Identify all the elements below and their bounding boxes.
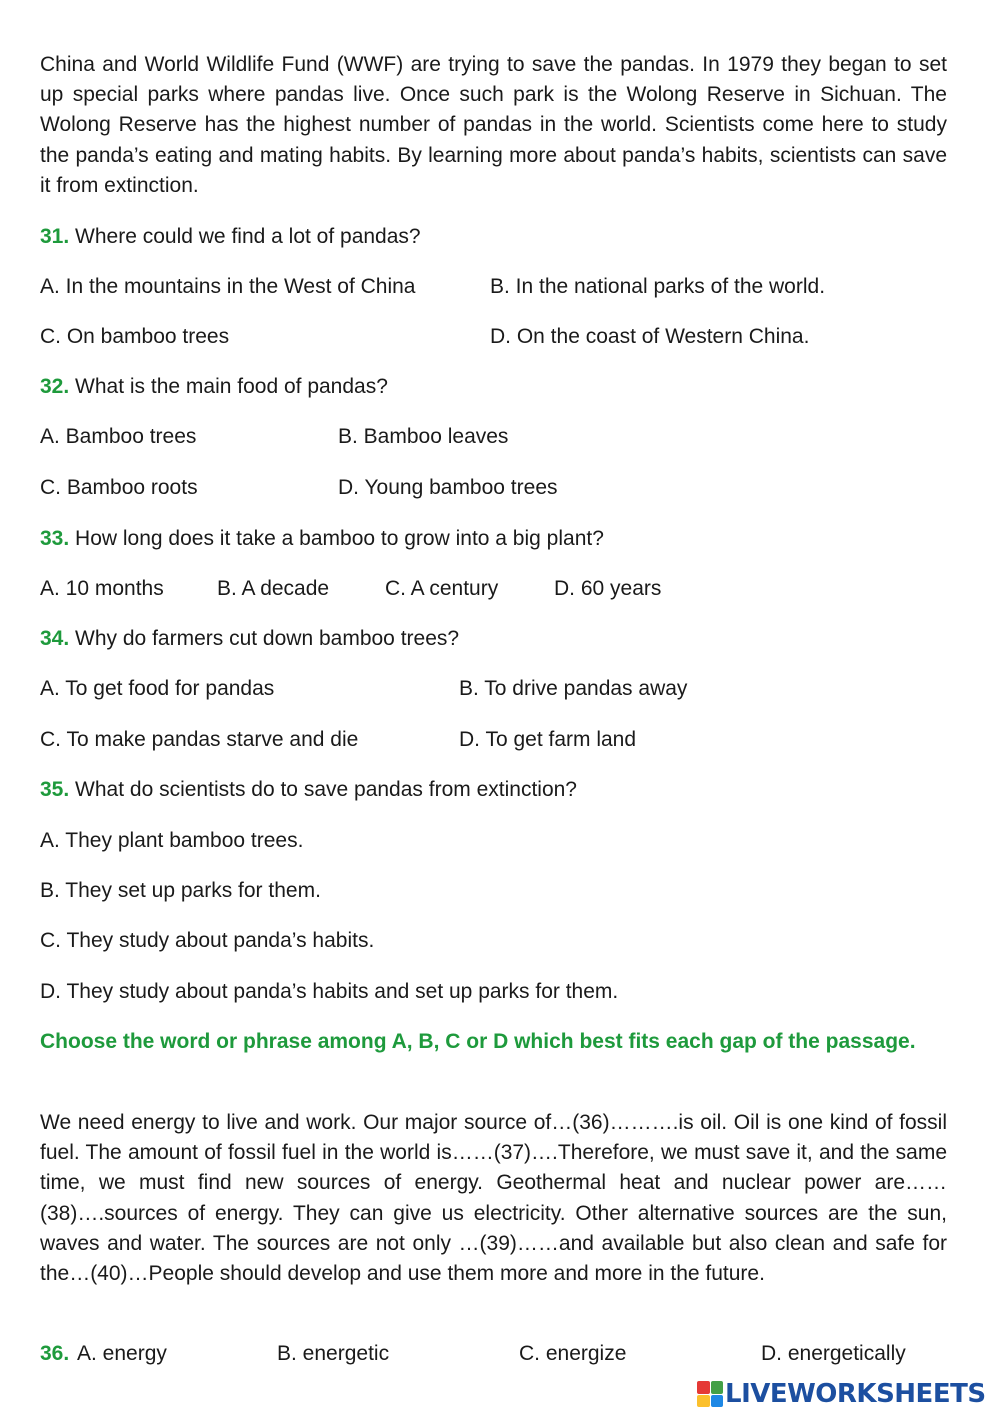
cloze-passage: We need energy to live and work. Our major source of…(36)……….is oil. Oil is one kind of fossil fuel. The amount of fossil fuel in the world is……(37)….Therefore, we must save it, and the same time, we must find new sources of energy. Geothermal heat and nuclear power are……(38)….sources of energy. They can give us electricity. Other alternative sources are the sun, waves and water. The sources are not only …(39)……and available but also clean and safe for the…(40)…People should develop and use them more and more in the future. [40,1111,947,1286]
option-31-b[interactable]: B. In the national parks of the world. [490,275,826,298]
option-32-c[interactable]: C. Bamboo roots [40,476,198,499]
question-number: 34. [40,627,70,650]
option-36-a[interactable]: A. energy [77,1342,167,1365]
option-31-d[interactable]: D. On the coast of Western China. [490,325,810,348]
question-text: Why do farmers cut down bamboo trees? [75,627,460,650]
option-36-b[interactable]: B. energetic [277,1342,390,1365]
question-number: 32. [40,375,70,398]
question-31 [40,224,421,250]
option-36-c[interactable]: C. energize [519,1342,627,1365]
logo-square-green [711,1381,724,1394]
question-text: What do scientists do to save pandas from extinction? [75,778,577,801]
question-number: 35. [40,778,70,801]
question-35 [40,777,577,803]
option-34-d[interactable]: D. To get farm land [459,728,637,751]
option-34-a[interactable]: A. To get food for pandas [40,677,275,700]
liveworksheets-logo [697,1379,986,1409]
question-number: 33. [40,527,70,550]
question-33 [40,526,604,552]
option-33-a[interactable]: A. 10 months [40,577,164,600]
logo-square-blue [711,1395,724,1408]
option-34-c[interactable]: C. To make pandas starve and die [40,728,359,751]
option-33-d[interactable]: D. 60 years [554,577,662,600]
option-35-b[interactable]: B. They set up parks for them. [40,879,321,902]
option-32-b[interactable]: B. Bamboo leaves [338,425,509,448]
question-text: Where could we find a lot of pandas? [75,225,421,248]
option-35-c[interactable]: C. They study about panda’s habits. [40,929,375,952]
logo-mark-icon [697,1381,723,1407]
question-32 [40,374,388,400]
option-31-a[interactable]: A. In the mountains in the West of China [40,275,416,298]
question-number: 36. [40,1342,70,1365]
section-instruction: Choose the word or phrase among A, B, C or D which best fits each gap of the passage. [40,1030,916,1053]
option-34-b[interactable]: B. To drive pandas away [459,677,688,700]
intro-paragraph: China and World Wildlife Fund (WWF) are trying to save the pandas. In 1979 they began to set up special parks where pandas live. Once such park is the Wolong Reserve in Sichuan. The Wolong Reserve has the highest number of pandas in the world. Scientists come here to study the panda’s eating and mating habits. By learning more about panda’s habits, scientists can save it from extinction. [40,53,947,197]
option-31-c[interactable]: C. On bamboo trees [40,325,230,348]
logo-text: LIVEWORKSHEETS [725,1379,986,1409]
logo-square-red [697,1381,710,1394]
option-32-a[interactable]: A. Bamboo trees [40,425,197,448]
logo-square-yellow [697,1395,710,1408]
option-33-c[interactable]: C. A century [385,577,499,600]
option-36-d[interactable]: D. energetically [761,1342,906,1365]
question-number: 31. [40,225,70,248]
question-text: What is the main food of pandas? [75,375,388,398]
option-33-b[interactable]: B. A decade [217,577,330,600]
question-34 [40,626,459,652]
option-35-d[interactable]: D. They study about panda’s habits and set up parks for them. [40,980,619,1003]
question-text: How long does it take a bamboo to grow into a big plant? [75,527,604,550]
question-36-number [40,1341,69,1367]
option-35-a[interactable]: A. They plant bamboo trees. [40,829,304,852]
option-32-d[interactable]: D. Young bamboo trees [338,476,558,499]
